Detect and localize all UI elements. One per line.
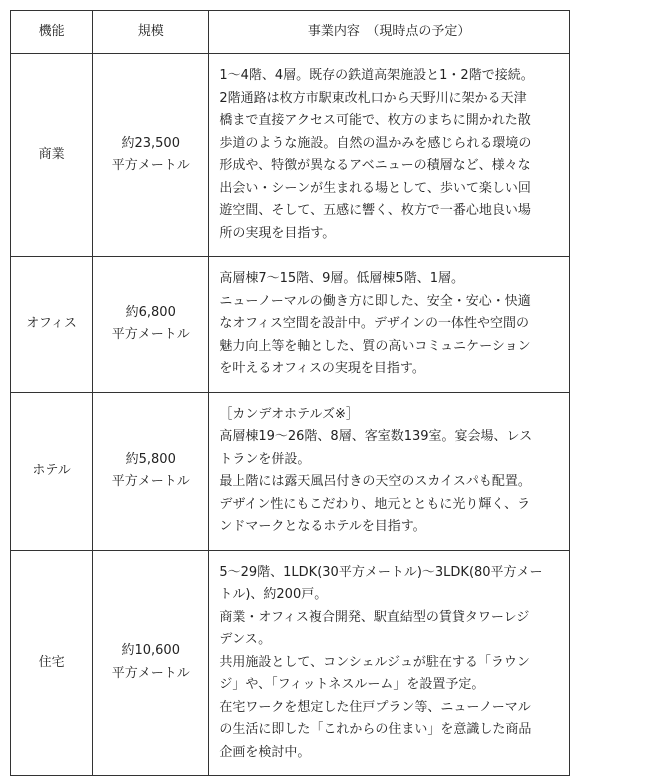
description-cell <box>209 392 570 550</box>
description-line: トル)、約200戸。 <box>219 587 328 602</box>
scale-value: 約6,800 <box>125 304 176 320</box>
scale-cell <box>93 392 209 550</box>
description-line: ジ」や、「フィットネスルーム」を設置予定。 <box>219 677 485 692</box>
header-row <box>11 11 570 54</box>
function-cell: 商業 <box>11 54 93 257</box>
description-line: 高層棟19～26階、8層、客室数139室。宴会場、レス <box>219 429 533 444</box>
description-line: 1～4階、4層。既存の鉄道高架施設と1・2階で接続。 <box>219 68 534 83</box>
header-function: 機能 <box>11 11 93 54</box>
header-content: 事業内容 （現時点の予定） <box>209 11 570 54</box>
description-line: 魅力向上等を軸とした、質の高いコミュニケーション <box>219 338 531 354</box>
description-line: 共用施設として、コンシェルジュが駐在する「ラウン <box>219 654 530 670</box>
description-line: ンドマークとなるホテルを目指す。 <box>219 519 426 534</box>
description-line: トランを併設。 <box>219 451 311 467</box>
function-cell: オフィス <box>11 257 93 393</box>
description-line: デンス。 <box>219 632 272 647</box>
scale-unit: 平方メートル <box>111 327 190 343</box>
description-line: デザイン性にもこだわり、地元とともに光り輝く、ラ <box>219 496 531 512</box>
description-line: の生活に即した「これからの住まい」を意識した商品 <box>219 722 532 737</box>
scale-value: 約23,500 <box>121 135 180 151</box>
table-row-office <box>11 257 570 393</box>
description-line: 橋まで直接アクセス可能で、枚方のまちに開かれた散 <box>219 113 531 128</box>
table-row-residence <box>11 550 570 776</box>
scale-cell <box>93 54 209 257</box>
scale-unit: 平方メートル <box>111 474 190 489</box>
table-row-hotel <box>11 392 570 550</box>
scale-value: 約10,600 <box>121 643 180 659</box>
description-line: 歩道のような施設。自然の温かみを感じられる環境の <box>219 135 532 151</box>
description-line: なオフィス空間を設計中。デザインの一体性や空間の <box>219 316 530 331</box>
description-cell <box>209 257 570 393</box>
description-cell <box>209 54 570 257</box>
description-line: 高層棟7～15階、9層。低層棟5階、1層。 <box>219 271 464 286</box>
description-cell <box>209 550 570 776</box>
scale-unit: 平方メートル <box>111 158 190 173</box>
description-line: を叶えるオフィスの実現を目指す。 <box>219 361 425 376</box>
scale-unit: 平方メートル <box>111 665 190 681</box>
description-line: 遊空間、そして、五感に響く、枚方で一番心地良い場 <box>219 203 531 218</box>
table-row-commercial <box>11 54 570 257</box>
description-line: 形成や、特徴が異なるアベニューの積層など、様々な <box>219 158 531 173</box>
project-table <box>10 10 570 776</box>
description-line: 在宅ワークを想定した住戸プラン等、ニューノーマル <box>219 699 531 715</box>
function-cell: ホテル <box>11 392 93 550</box>
scale-cell <box>93 550 209 776</box>
description-line: ニューノーマルの働き方に即した、安全・安心・快適 <box>219 293 531 309</box>
description-line: 商業・オフィス複合開発、駅直結型の賃貸タワーレジ <box>219 609 530 625</box>
scale-cell <box>93 257 209 393</box>
description-line: 最上階には露天風呂付きの天空のスカイスパも配置。 <box>219 474 531 489</box>
description-line: 所の実現を目指す。 <box>219 225 336 241</box>
description-line: ［カンデオホテルズ※］ <box>219 406 359 422</box>
description-line: 出会い・シーンが生まれる場として、歩いて楽しい回 <box>219 180 531 196</box>
description-line: 2階通路は枚方市駅東改札口から天野川に架かる天津 <box>219 90 527 106</box>
description-line: 企画を検討中。 <box>219 744 311 760</box>
description-line: 5～29階、1LDK(30平方メートル)～3LDK(80平方メー <box>219 564 543 580</box>
header-scale: 規模 <box>93 11 209 54</box>
function-cell: 住宅 <box>11 550 93 776</box>
scale-value: 約5,800 <box>125 451 176 467</box>
